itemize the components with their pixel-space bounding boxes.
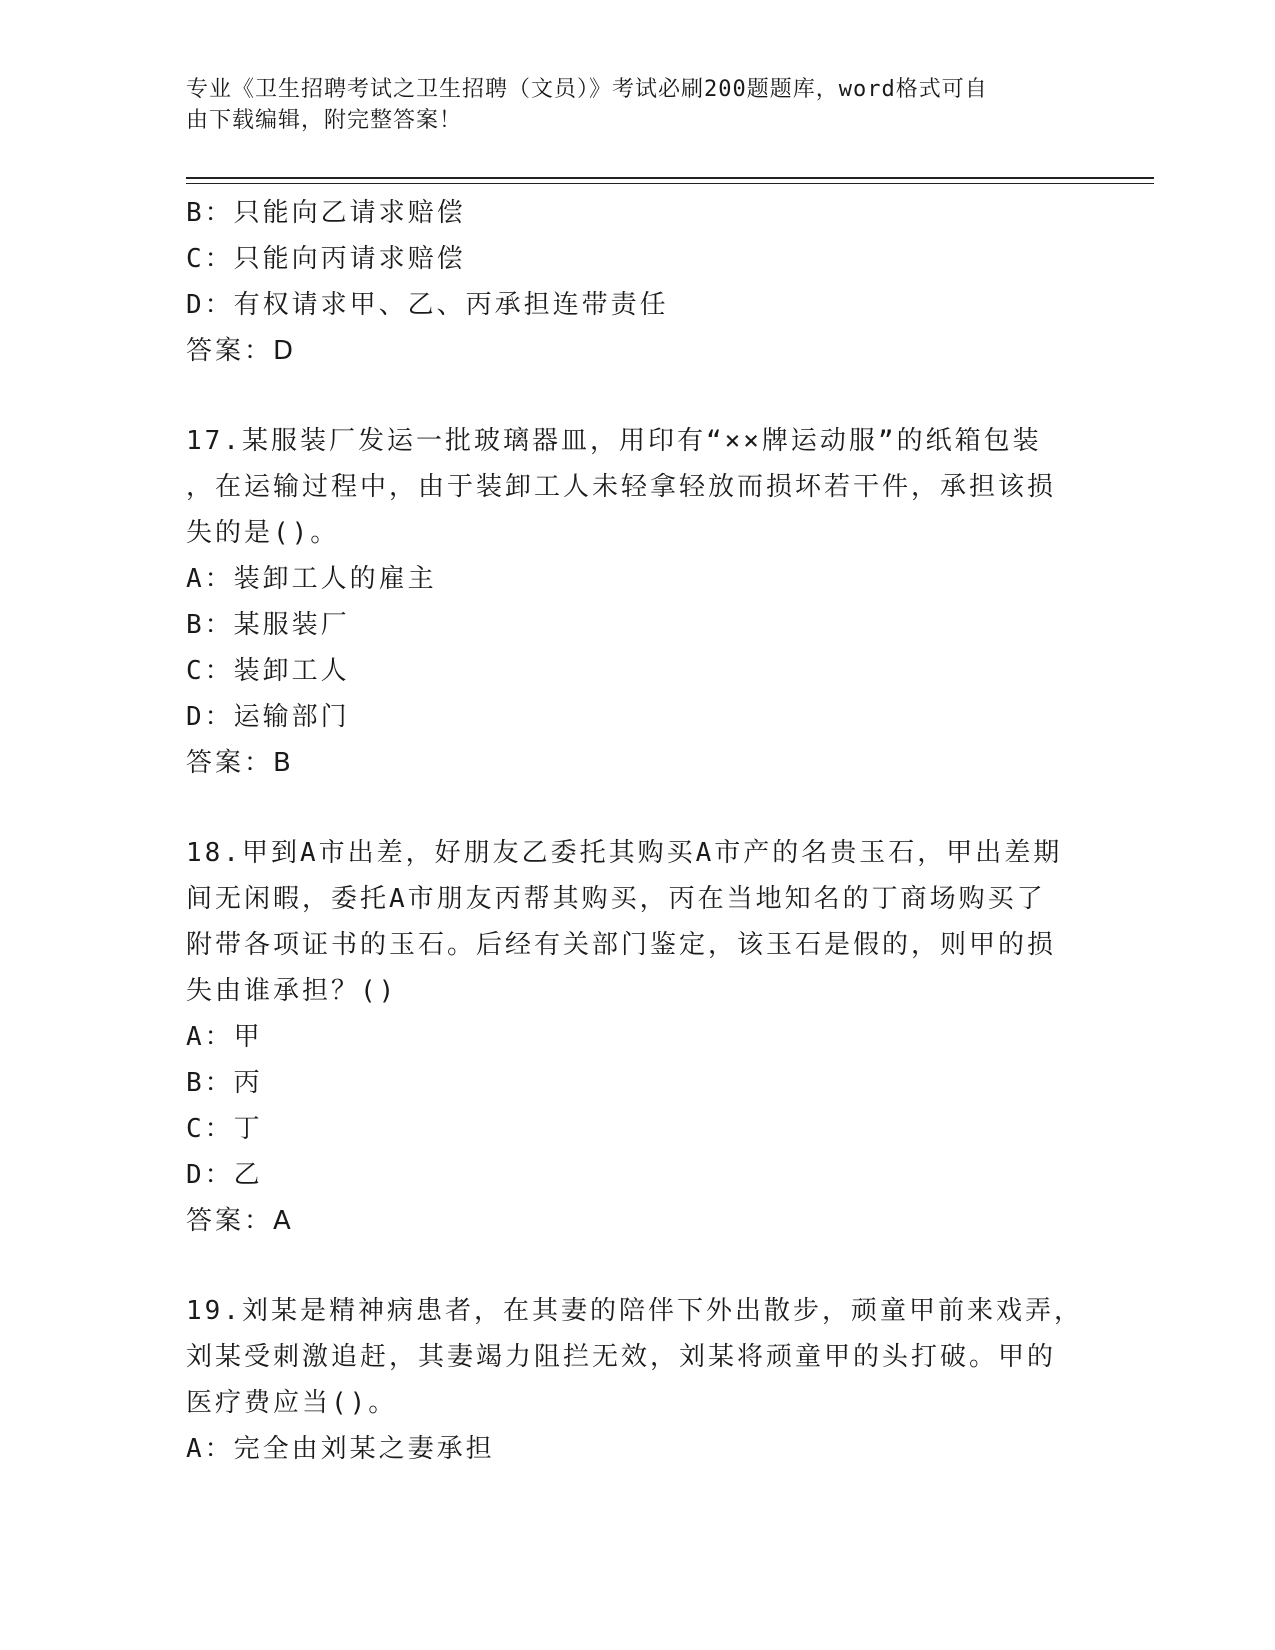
option-d: D：运输部门 [186,702,350,732]
option-d: D：乙 [186,1160,263,1190]
option-a: A：装卸工人的雇主 [186,564,437,594]
question-stem-line: 19.刘某是精神病患者，在其妻的陪伴下外出散步，顽童甲前来戏弄， [186,1296,1083,1326]
question-stem-line: 间无闲暇，委托A市朋友丙帮其购买，丙在当地知名的丁商场购买了 [186,884,1046,914]
question-stem-line: 医疗费应当()。 [186,1388,398,1418]
document-header [186,74,1086,136]
option-d: D：有权请求甲、乙、丙承担连带责任 [186,290,669,320]
question-16 [186,190,1086,374]
option-c: C：只能向丙请求赔偿 [186,244,466,274]
option-a: A：甲 [186,1022,263,1052]
header-divider-thin [186,183,1154,184]
document-body [186,190,1086,1472]
question-stem-line: 刘某受刺激追赶，其妻竭力阻拦无效，刘某将顽童甲的头打破。甲的 [186,1342,1057,1372]
header-divider-thick [186,177,1154,179]
question-stem-line: ，在运输过程中，由于装卸工人未轻拿轻放而损坏若干件，承担该损 [186,472,1057,502]
question-17 [186,418,1086,786]
question-stem-line: 附带各项证书的玉石。后经有关部门鉴定，该玉石是假的，则甲的损 [186,930,1057,960]
answer: 答案：A [186,1206,294,1236]
question-19 [186,1288,1086,1472]
option-a: A：完全由刘某之妻承担 [186,1434,495,1464]
spacer [186,374,1086,418]
question-stem-line: 失的是()。 [186,518,340,548]
option-c: C：丁 [186,1114,263,1144]
answer: 答案：B [186,748,294,778]
question-stem-line: 17.某服装厂发运一批玻璃器皿，用印有“××牌运动服”的纸箱包装 [186,426,1042,456]
option-b: B：某服装厂 [186,610,350,640]
option-c: C：装卸工人 [186,656,350,686]
spacer [186,786,1086,830]
option-b: B：丙 [186,1068,263,1098]
question-18 [186,830,1086,1244]
question-stem-line: 18.甲到A市出差，好朋友乙委托其购买A市产的名贵玉石，甲出差期 [186,838,1063,868]
question-stem-line: 失由谁承担？() [186,976,398,1006]
spacer [186,1244,1086,1288]
header-line-2: 由下载编辑，附完整答案！ [186,108,463,133]
header-line-1: 专业《卫生招聘考试之卫生招聘（文员）》考试必刷200题题库，word格式可自 [186,77,988,102]
answer: 答案：D [186,336,297,366]
option-b: B：只能向乙请求赔偿 [186,198,466,228]
